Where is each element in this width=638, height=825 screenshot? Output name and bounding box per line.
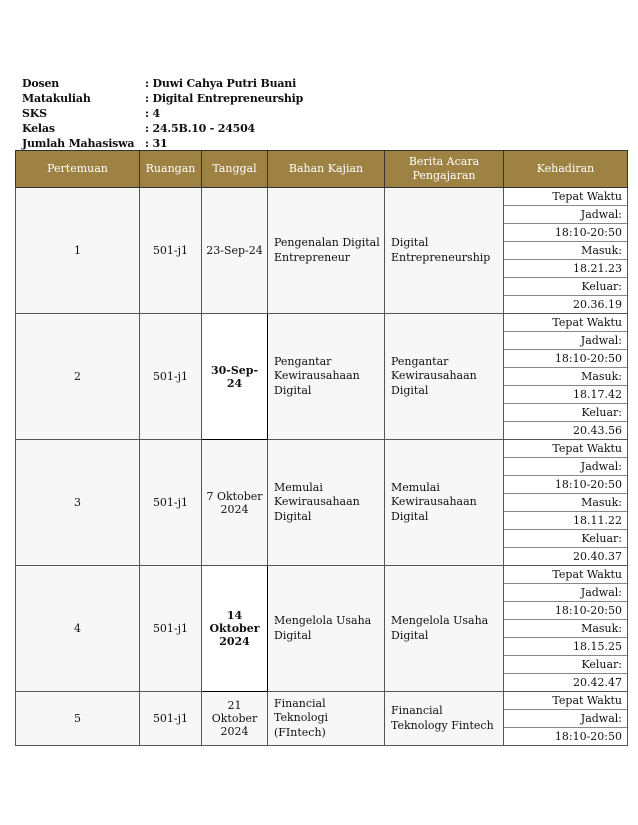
cell-tanggal: 7 Oktober 2024 bbox=[202, 440, 268, 566]
attendance-out-label: Keluar: bbox=[504, 278, 627, 296]
attendance-out-label: Keluar: bbox=[504, 530, 627, 548]
table-row bbox=[16, 314, 628, 440]
attendance-in-label: Masuk: bbox=[504, 620, 627, 638]
cell-tanggal: 21 Oktober 2024 bbox=[202, 692, 268, 746]
table-row bbox=[16, 188, 628, 314]
info-label: SKS bbox=[22, 107, 47, 120]
header-berita-acara: Berita Acara Pengajaran bbox=[385, 151, 504, 188]
attendance-schedule-time: 18:10-20:50 bbox=[504, 224, 627, 242]
info-label: Dosen bbox=[22, 77, 60, 90]
attendance-in-label: Masuk: bbox=[504, 368, 627, 386]
attendance-in-time: 18.15.25 bbox=[504, 638, 627, 656]
info-value: : 4 bbox=[145, 107, 160, 120]
cell-berita-acara: Financial Teknology Fintech bbox=[385, 692, 504, 746]
cell-kehadiran bbox=[504, 314, 628, 440]
attendance-in-time: 18.11.22 bbox=[504, 512, 627, 530]
info-row-jumlah-mahasiswa bbox=[22, 136, 303, 151]
cell-berita-acara: Memulai Kewirausahaan Digital bbox=[385, 440, 504, 566]
attendance-out-label: Keluar: bbox=[504, 404, 627, 422]
attendance-out-label: Keluar: bbox=[504, 656, 627, 674]
cell-ruangan: 501-j1 bbox=[140, 188, 202, 314]
attendance-status: Tepat Waktu bbox=[504, 314, 627, 332]
cell-bahan-kajian: Memulai Kewirausahaan Digital bbox=[268, 440, 385, 566]
header-kehadiran: Kehadiran bbox=[504, 151, 628, 188]
cell-pertemuan: 4 bbox=[16, 566, 140, 692]
cell-pertemuan: 5 bbox=[16, 692, 140, 746]
cell-ruangan: 501-j1 bbox=[140, 566, 202, 692]
cell-ruangan: 501-j1 bbox=[140, 440, 202, 566]
cell-berita-acara: Pengantar Kewirausahaan Digital bbox=[385, 314, 504, 440]
info-row-kelas bbox=[22, 121, 303, 136]
cell-kehadiran bbox=[504, 188, 628, 314]
info-row-dosen bbox=[22, 76, 303, 91]
attendance-schedule-time: 18:10-20:50 bbox=[504, 602, 627, 620]
attendance-status: Tepat Waktu bbox=[504, 566, 627, 584]
course-info bbox=[22, 76, 303, 151]
attendance-schedule-label: Jadwal: bbox=[504, 332, 627, 350]
attendance-schedule-label: Jadwal: bbox=[504, 710, 627, 728]
attendance-table bbox=[15, 150, 628, 746]
info-row-sks bbox=[22, 106, 303, 121]
cell-kehadiran bbox=[504, 440, 628, 566]
attendance-in-time: 18.17.42 bbox=[504, 386, 627, 404]
attendance-out-time: 20.40.37 bbox=[573, 550, 622, 563]
table-row bbox=[16, 566, 628, 692]
attendance-schedule-label: Jadwal: bbox=[504, 458, 627, 476]
cell-ruangan: 501-j1 bbox=[140, 692, 202, 746]
cell-tanggal: 23-Sep-24 bbox=[202, 188, 268, 314]
cell-pertemuan: 3 bbox=[16, 440, 140, 566]
info-label: Kelas bbox=[22, 122, 55, 135]
header-bahan-kajian: Bahan Kajian bbox=[268, 151, 385, 188]
cell-berita-acara: Mengelola Usaha Digital bbox=[385, 566, 504, 692]
cell-tanggal: 14 Oktober 2024 bbox=[202, 566, 268, 692]
attendance-status: Tepat Waktu bbox=[504, 188, 627, 206]
cell-ruangan: 501-j1 bbox=[140, 314, 202, 440]
cell-pertemuan: 2 bbox=[16, 314, 140, 440]
attendance-in-label: Masuk: bbox=[504, 494, 627, 512]
info-value: : Duwi Cahya Putri Buani bbox=[145, 77, 297, 90]
attendance-in-label: Masuk: bbox=[504, 242, 627, 260]
cell-bahan-kajian: Pengantar Kewirausahaan Digital bbox=[268, 314, 385, 440]
attendance-schedule-time: 18:10-20:50 bbox=[554, 730, 622, 743]
info-value: : 31 bbox=[145, 137, 168, 150]
header-tanggal: Tanggal bbox=[202, 151, 268, 188]
table-header bbox=[16, 151, 628, 188]
header-ruangan: Ruangan bbox=[140, 151, 202, 188]
cell-bahan-kajian: Financial Teknologi (FIntech) bbox=[268, 692, 385, 746]
cell-tanggal: 30-Sep-24 bbox=[202, 314, 268, 440]
cell-bahan-kajian: Pengenalan Digital Entrepreneur bbox=[268, 188, 385, 314]
table-row bbox=[16, 440, 628, 566]
attendance-schedule-time: 18:10-20:50 bbox=[504, 350, 627, 368]
cell-bahan-kajian: Mengelola Usaha Digital bbox=[268, 566, 385, 692]
attendance-status: Tepat Waktu bbox=[504, 692, 627, 710]
table-row bbox=[16, 692, 628, 746]
cell-kehadiran bbox=[504, 692, 628, 746]
info-label: Matakuliah bbox=[22, 92, 91, 105]
info-label: Jumlah Mahasiswa bbox=[22, 137, 135, 150]
info-row-matakuliah bbox=[22, 91, 303, 106]
attendance-out-time: 20.42.47 bbox=[573, 676, 622, 689]
cell-pertemuan: 1 bbox=[16, 188, 140, 314]
attendance-out-time: 20.36.19 bbox=[573, 298, 622, 311]
attendance-status: Tepat Waktu bbox=[504, 440, 627, 458]
header-row bbox=[16, 151, 628, 188]
cell-berita-acara: Digital Entrepreneurship bbox=[385, 188, 504, 314]
attendance-schedule-label: Jadwal: bbox=[504, 206, 627, 224]
header-pertemuan: Pertemuan bbox=[16, 151, 140, 188]
cell-kehadiran bbox=[504, 566, 628, 692]
info-value: : 24.5B.10 - 24504 bbox=[145, 122, 256, 135]
attendance-out-time: 20.43.56 bbox=[573, 424, 622, 437]
table-body bbox=[16, 188, 628, 746]
info-value: : Digital Entrepreneurship bbox=[145, 92, 304, 105]
attendance-schedule-time: 18:10-20:50 bbox=[504, 476, 627, 494]
attendance-schedule-label: Jadwal: bbox=[504, 584, 627, 602]
attendance-in-time: 18.21.23 bbox=[504, 260, 627, 278]
